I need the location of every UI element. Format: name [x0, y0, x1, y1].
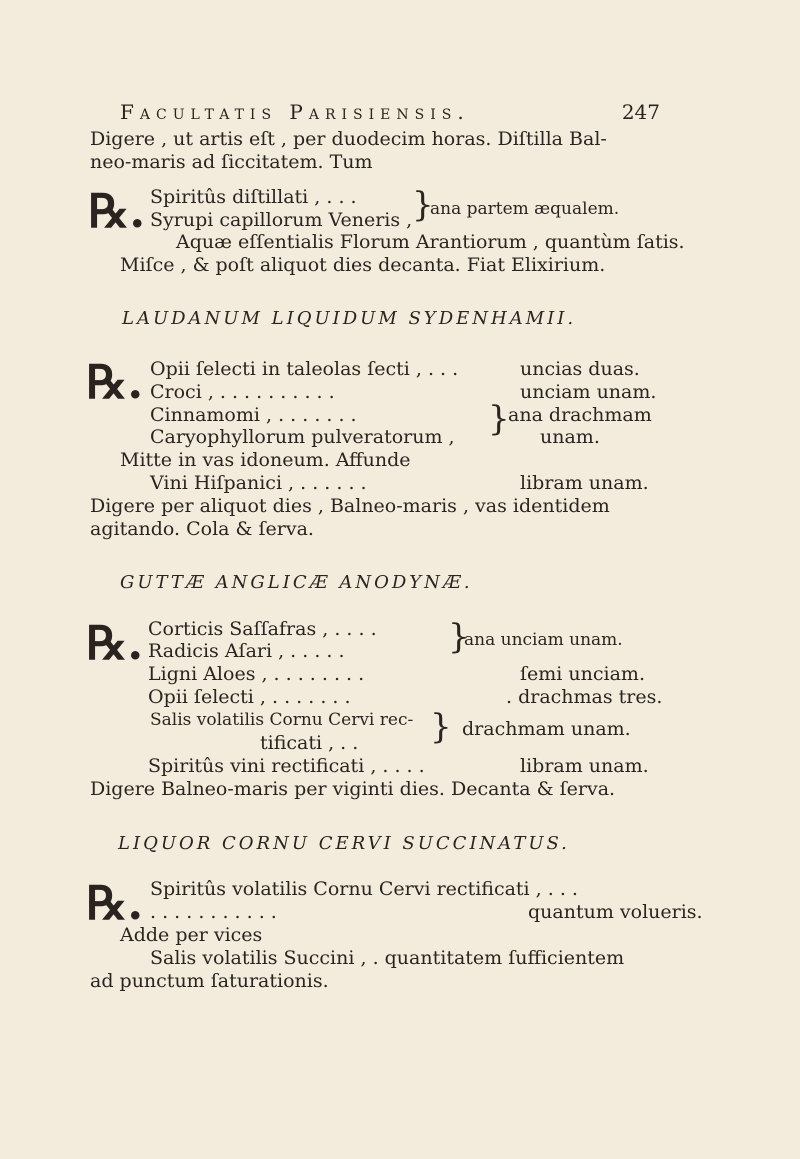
brace: } — [448, 617, 470, 657]
laudanum-line-2: Croci , . . . . . . . . . . — [150, 381, 335, 403]
recipe-symbol: ℞. — [88, 184, 146, 238]
section-heading-laudanum: LAUDANUM LIQUIDUM SYDENHAMII. — [122, 308, 577, 329]
laudanum-line-4: Caryophyllorum pulveratorum , — [150, 426, 455, 448]
recipe1-line-2: Syrupi capillorum Veneris , — [150, 209, 413, 231]
recipe1-line-1: Spiritûs diſtillati , . . . — [150, 186, 357, 208]
brace: } — [430, 707, 452, 747]
recipe-symbol: ℞. — [86, 355, 144, 409]
laudanum-line-5: Mitte in vas idoneum. Affunde — [120, 449, 411, 471]
section-heading-liquor: LIQUOR CORNU CERVI SUCCINATUS. — [118, 833, 570, 854]
laudanum-dose-4: unam. — [540, 426, 600, 448]
recipe1-line-3: Aquæ eſſentialis Florum Arantiorum , quantùm ſatis. — [176, 231, 685, 253]
laudanum-dose-5: libram unam. — [520, 472, 649, 494]
guttae-dose-1: ana unciam unam. — [464, 630, 623, 650]
recipe-symbol: ℞. — [86, 876, 144, 930]
guttae-dose-4: drachmam unam. — [462, 718, 631, 740]
laudanum-dose-1: uncias duas. — [520, 358, 640, 380]
liquor-line-5: ad punctum ſaturationis. — [90, 970, 329, 992]
guttae-line-5: Salis volatilis Cornu Cervi rec- — [150, 710, 414, 730]
liquor-dose-1: quantum volueris. — [528, 901, 703, 923]
guttae-line-2: Radicis Aſari , . . . . . — [148, 640, 345, 662]
laudanum-dose-2: unciam unam. — [520, 381, 657, 403]
guttae-line-4: Opii ſelecti , . . . . . . . — [148, 686, 351, 708]
laudanum-line-1: Opii ſelecti in taleolas ſecti , . . . — [150, 358, 459, 380]
guttae-dose-2: ſemi unciam. — [520, 663, 645, 685]
recipe1-line-4: Miſce , & poſt aliquot dies decanta. Fiat Elixirium. — [120, 254, 606, 276]
liquor-line-1: Spiritûs volatilis Cornu Cervi rectificati , . . . — [150, 878, 578, 900]
guttae-line-7: Spiritûs vini rectificati , . . . . — [148, 755, 425, 777]
intro-line-2: neo-maris ad ſiccitatem. Tum — [90, 151, 373, 173]
running-head — [120, 100, 660, 124]
laudanum-line-6: Vini Hiſpanici , . . . . . . — [150, 472, 367, 494]
running-head-title: Facultatis Parisiensis. — [120, 100, 470, 124]
section-heading-guttae: GUTTÆ ANGLICÆ ANODYNÆ. — [120, 572, 473, 593]
guttae-dose-5: libram unam. — [520, 755, 649, 777]
guttae-line-8: Digere Balneo-maris per viginti dies. Decanta & ſerva. — [90, 778, 616, 800]
guttae-line-6: tificati , . . — [260, 732, 359, 754]
brace: } — [412, 185, 434, 225]
laudanum-line-8: agitando. Cola & ſerva. — [90, 518, 314, 540]
laudanum-line-3: Cinnamomi , . . . . . . . — [150, 404, 357, 426]
liquor-line-4: Salis volatilis Succini , . quantitatem ſufficientem — [150, 947, 625, 969]
recipe-symbol: ℞. — [86, 616, 144, 670]
recipe1-dose: ana partem æqualem. — [430, 199, 620, 219]
liquor-line-3: Adde per vices — [120, 924, 263, 946]
guttae-line-1: Corticis Saſſafras , . . . . — [148, 618, 377, 640]
guttae-dose-3: . drachmas tres. — [506, 686, 663, 708]
intro-line-1: Digere , ut artis eſt , per duodecim horas. Diſtilla Bal- — [90, 128, 607, 150]
guttae-line-3: Ligni Aloes , . . . . . . . . — [148, 663, 365, 685]
page-number: 247 — [621, 100, 660, 124]
laudanum-line-7: Digere per aliquot dies , Balneo-maris , vas identidem — [90, 495, 610, 517]
brace: } — [488, 399, 510, 439]
laudanum-dose-3: ana drachmam — [508, 404, 652, 426]
liquor-line-2: . . . . . . . . . . . — [150, 901, 277, 923]
